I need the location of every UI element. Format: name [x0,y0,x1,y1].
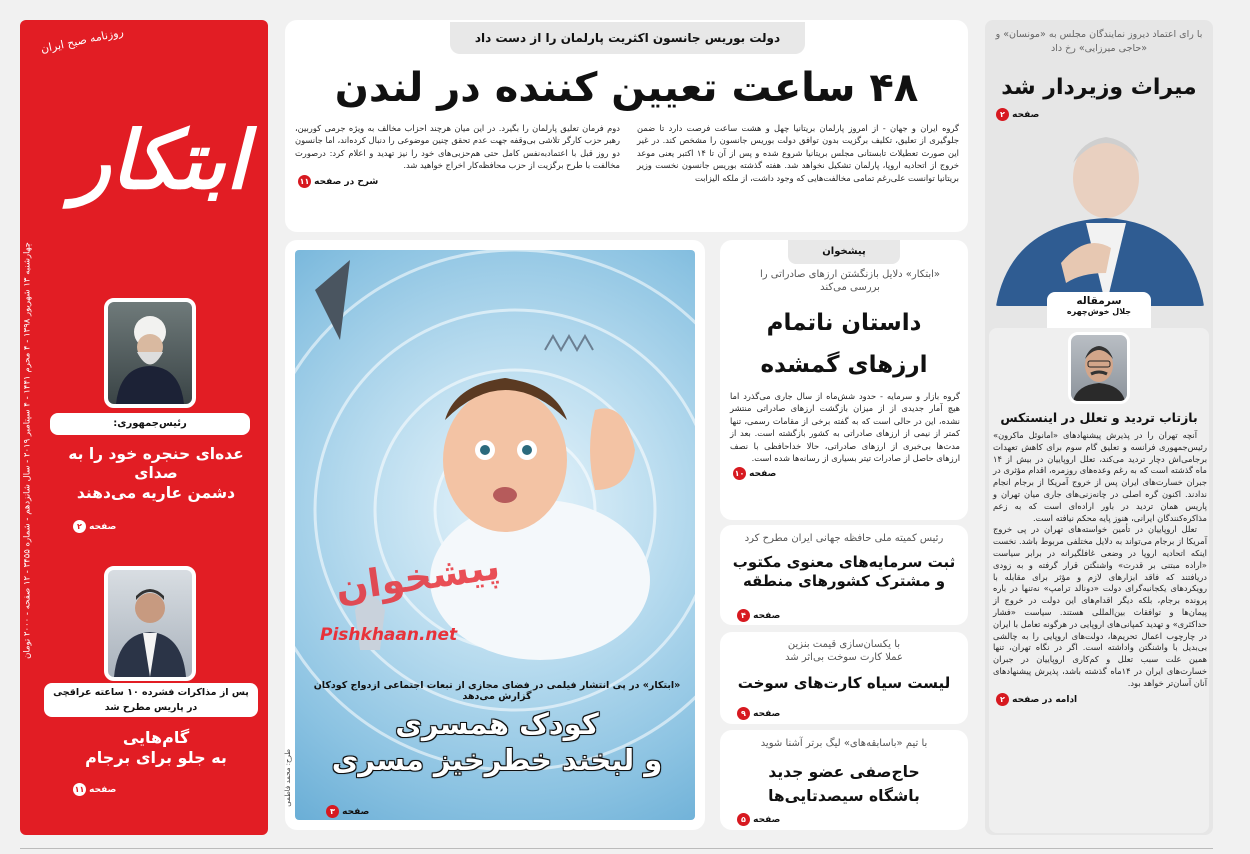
editorial-body-p1: آنچه تهران را در پذیرش پیشنهادهای «امانوئل ماکرون» رئیس‌جمهوری فرانسه و تعلیق گام سوم برای کاهش تعهدات برجامی‌اش دچار تردید می‌کند، تعلل اروپاییان در بیش از ۱۴ ماه گذشته است که به رغم وعده‌های روزمره، اقدام مؤثری در جبران خسارت‌های ایران پس از خروج آمریکا از برجام انجام ندادند. اکنون گره اصلی در چانه‌زنی‌های جاری میان تهران و پاریس همان تردید در باور اراده‌ای است که به زعم مذاکره‌کنندگان ایرانی، هنوز پایه محکم نیافته است. [993,430,1207,523]
masthead-column [20,20,268,835]
cartoon-credit: طرح: محمد فاطمی [284,749,292,807]
page-label: صفحه [342,807,370,817]
page-label: ادامه در صفحه [1012,694,1078,705]
fuelcard-kicker-line: عملا کارت سوخت بی‌اثر شد [785,652,903,663]
lead-body-col1: گروه ایران و جهان - از امروز پارلمان بریتانیا چهل و هشت ساعت فرصت دارد تا ضمن جلوگیری از تعلیق، تکلیف برگزیت بدون توافق دولت بوریس جانسون را مشخص کند. در غیر این صورت تعطیلات تابستانی مجلس بریتانیا شروع شده و پس از آن تا ۱۴ اکتبر یعنی موعد خروج از اتحادیه اروپا، پارلمان تشکیل نخواهد شد. هفته گذشته بوریس جانسون نخست وزیر بریتانیا توانست علی‌رغم تمامی مخالفت‌هایی که وجود داشت، از ملکه الیزابت [637,123,959,183]
masthead-logo[interactable]: ابتکار [72,113,248,207]
lead-body-col2: دوم فرمان تعلیق پارلمان را بگیرد. در این میان هرچند احزاب مخالف به ویژه جرمی کوربین، رهبر حزب کارگر تلاشی بی‌وقفه جهت عدم تحقق چنین موضوعی را دنبال کرده‌اند، اما جانسون دو روز قبل با اعتمادبه‌نفس کامل حتی هم‌حزبی‌های خود را نیز تهدید و اعلام کرد: درصورت مخالفت با طرح برگزیت از حزب محافظه‌کار اخراج خواهید شد. [295,123,620,171]
fuelcard-page-ref[interactable] [734,707,780,720]
fuelcard-headline[interactable]: لیست سیاه کارت‌های سوخت [737,674,951,692]
page-number-badge: ۲ [996,108,1009,121]
editorial-continued[interactable] [993,693,1207,706]
masthead-tagline: روزنامه صبح ایران [39,25,125,56]
page-label: صفحه [753,815,781,825]
sports-story [720,730,968,830]
cartoon-headline-line: کودک همسری [395,707,599,741]
araghchi-photo [104,566,196,681]
editorial-body-wrap [993,430,1207,706]
lead-col2-wrap [295,122,620,188]
editorial-body-p2: تعلل اروپاییان در تأمین خواسته‌های تهران در پی خروج آمریکا از برجام می‌تواند به دلایل مختلفی مربوط باشد. نخست اینکه اتحادیه اروپا در وضعی غافلگیرانه در برابر سیاست «اراده مبتنی بر قدرت» واشنگتن قرار گرفته و به زودی دریافتند که فاقد ابزارهای لازم و مؤثر برای مقابله با رویکردهای یکجانبه‌گرای دولت «دونالد ترامپ» نه‌تنها در باره پرونده برجام، بلکه دیگر اقدام‌های این دولت در خروج از پیمان‌ها و توافقات بین‌المللی هستند. سیاست «فشار حداکثری» و تهدید کمپانی‌های اروپایی در هرگونه تعامل با ایران در چارچوب اعمال تحریم‌ها، دولت‌های اروپایی را به چالشی بی‌بدیل با واشنگتن واداشته است. اگر در نگاه تهران، تنها همین علت سبب تعلل و کم‌کاری اروپاییان در جبران خسارت‌های ایران در ۱۴ماه گذشته باشد، پذیرش پیشنهادهای آنان آسان‌تر خواهد بود. [993,524,1207,688]
sports-headline-line: باشگاه سیصدتایی‌ها [768,787,920,805]
minister-headline[interactable]: میراث وزیردار شد [1001,75,1197,100]
heritage-story [720,525,968,625]
feature-body-wrap [730,390,960,480]
story1-headline[interactable] [50,445,262,503]
feature-headline-line: داستان ناتمام [766,310,922,336]
editorial-headline[interactable]: بازتاب تردید و تعلل در اینستکس [1000,410,1198,425]
story1-caption-band: رئیس‌جمهوری: [50,413,250,435]
page-number-badge: ۹ [737,707,750,720]
story2-caption-line: در پاریس مطرح شد [104,702,198,713]
minister-page-ref[interactable] [993,108,1039,121]
feature-headline[interactable] [720,302,968,386]
story2-caption-line: پس از مذاکرات فشرده ۱۰ ساعته عراقچی [53,687,249,698]
editorial-label: سرمقاله [1076,295,1122,307]
story1-headline-line: عده‌ای حنجره خود را به صدای [68,445,244,483]
story2-caption-band [44,683,258,717]
fuelcard-story [720,632,968,724]
story2-headline-line: به جلو برای برجام [85,748,227,767]
heritage-headline[interactable] [720,553,968,591]
story1-page-ref[interactable] [70,520,116,533]
right-column [985,20,1213,835]
heritage-kicker: رئیس کمیته ملی حافظه جهانی ایران مطرح کرد [744,533,944,544]
cartoon-story [285,240,705,830]
lead-headline[interactable]: ۴۸ ساعت تعیین کننده در لندن [334,65,919,111]
bottom-rule [20,848,1213,849]
author-photo [1068,332,1130,404]
editorial-author: جلال خوش‌چهره [1066,307,1132,316]
heritage-page-ref[interactable] [734,609,780,622]
page-number-badge: ۲ [996,693,1009,706]
page-number-badge: ۳ [326,805,339,818]
feature-kicker: «ابتکار» دلایل بازنگشتن ارزهای صادراتی را بررسی می‌کند [759,269,941,293]
cartoon-headline-line: و لبخند خطرخیز مسری [331,743,663,778]
page-label: صفحه [89,522,117,532]
heritage-headline-line: و مشترک کشورهای منطقه [742,571,946,590]
story1-headline-line: دشمن عاریه می‌دهند [76,483,236,502]
page-number-badge: ۱۱ [74,785,85,794]
minister-photo [991,123,1209,306]
page-label: صفحه [89,785,117,795]
watermark-fa: پیشخوان [332,543,503,611]
page-label: صفحه [1012,110,1040,120]
page-label: صفحه [753,709,781,719]
issue-info: چهارشنبه ۱۳ شهریور ۱۳۹۸ - ۴ محرم ۱۴۴۱ - ۴ سپتامبر ۲۰۱۹ - سال شانزدهم - شماره ۳۴۵۵ - ۱۲ صفحه - ۲۰۰۰ تومان [22,242,33,659]
sports-headline-line: حاج‌صفی عضو جدید [768,763,920,781]
page-number-badge: ۲ [73,520,86,533]
sports-headline[interactable] [720,760,968,808]
cartoon-headline[interactable] [299,706,695,779]
editorial-tab [1047,292,1151,328]
page-label: شرح در صفحه [314,176,379,187]
story2-headline-line: گام‌هایی [122,728,190,747]
story2-page-ref[interactable] [70,783,116,796]
feature-body: گروه بازار و سرمایه - حدود شش‌ماه از سال جاری می‌گذرد اما هیچ آمار جدیدی از از میزان بازگشت ارزهای صادراتی منتشر نشده، این در حالی است که به گفته برخی از مقامات رسمی، تنها کمتر از نیمی از ارزهای صادراتی به کشور بازگشته است. بعد از مدت‌ها بی‌خبری از ارزهای صادراتی، حالا خداحافظی با نصف ارزهای حاصل از صادرات تیتر بسیاری از رسانه‌ها شده است. [730,391,960,464]
fuelcard-kicker-line: با یکسان‌سازی قیمت بنزین [787,639,901,650]
feature-page-ref[interactable] [730,467,960,480]
lead-story [285,20,968,232]
minister-kicker: با رای اعتماد دیروز نمایندگان مجلس به «مونسان» و «حاجی میرزایی» رخ داد [995,29,1203,54]
cartoon-kicker: «ابتکار» در پی انتشار فیلمی در فضای مجازی از تبعات اجتماعی ازدواج کودکان گزارش می‌دهد [313,680,681,702]
fuelcard-kicker [720,638,968,664]
watermark-en: Pishkhaan.net [320,625,458,645]
feature-story [720,240,968,520]
page-number-badge: ۱۰ [734,469,745,479]
page-label: صفحه [749,469,777,480]
page-label: صفحه [753,611,781,621]
sports-kicker: با تیم «باسابقه‌های» لیگ برتر آشنا شوید [760,738,928,749]
page-number-badge: ۱۱ [299,176,310,186]
feature-headline-line: ارزهای گمشده [760,352,928,378]
cartoon-page-ref[interactable] [323,805,369,818]
lead-kicker: دولت بوریس جانسون اکثریت پارلمان را از دست داد [450,22,805,54]
story2-headline[interactable] [50,728,262,768]
sports-page-ref[interactable] [734,813,780,826]
section-tab-pishkhan: پیشخوان [788,240,900,264]
president-photo [104,298,196,408]
page-number-badge: ۵ [737,813,750,826]
page-number-badge: ۴ [737,609,750,622]
lead-page-ref[interactable] [295,175,620,188]
heritage-headline-line: ثبت سرمایه‌های معنوی مکتوب [732,553,956,571]
